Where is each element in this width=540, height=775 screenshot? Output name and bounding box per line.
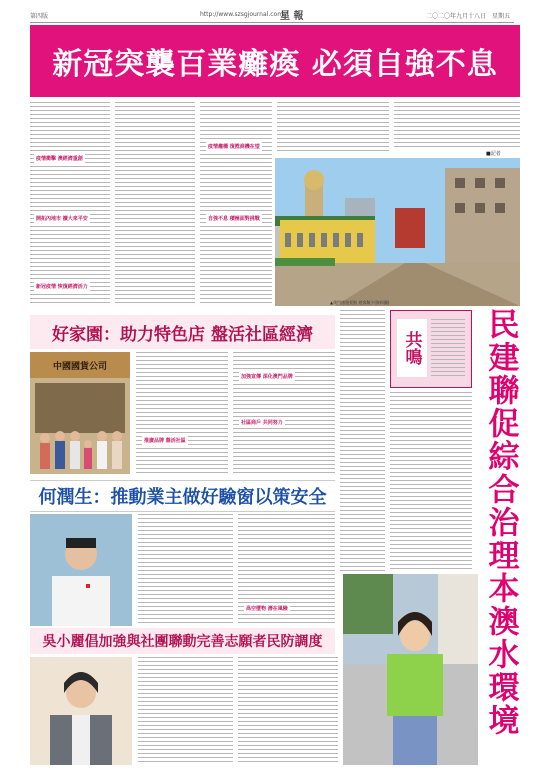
article-column (200, 102, 272, 306)
article-headline (30, 628, 335, 654)
masthead: 星 報 (280, 11, 304, 22)
article-column (136, 352, 228, 474)
lead-headline-banner (30, 25, 520, 97)
article-subhead: 疫情衝擊 澳經濟重創 (36, 156, 83, 162)
article-column (277, 102, 389, 152)
page-header (30, 8, 514, 23)
article-subhead: 開拓內地市 擴大來平安 (36, 216, 88, 222)
article-subhead: 新冠疫情 恢復經濟活力 (36, 284, 88, 290)
column-box (390, 310, 472, 388)
issue-weekday: 星期五 (492, 13, 511, 20)
macau-street-photo (275, 158, 520, 306)
article-column (340, 310, 385, 572)
article-column (138, 657, 233, 765)
article-headline-text: 好家園：助力特色店 盤活社區經濟 (52, 324, 313, 345)
article-column (138, 514, 233, 626)
article-column (233, 352, 335, 474)
side-headline-text: 民建聯促綜合治理本澳水環境 (482, 308, 519, 737)
article-subhead: 自強不息 積極面對挑戰 (208, 216, 260, 222)
portrait-man-graphic (30, 514, 132, 626)
shop-sign: 中國國貨公司 (30, 352, 130, 378)
article-headline-text: 吳小麗倡加強與社團聯動完善志願者民防調度 (42, 634, 323, 650)
shop-people-graphic (30, 378, 130, 474)
shop-photo (30, 352, 130, 474)
article-column (115, 102, 195, 306)
lead-headline: 新冠突襲百業癱瘓 必須自強不息 (52, 47, 498, 82)
article-subhead: 社區商戶 共同努力 (241, 420, 283, 426)
portrait-photo (30, 657, 132, 765)
page-label: 第四版 (30, 13, 49, 20)
portrait-woman-graphic (30, 657, 132, 765)
article-column (390, 392, 472, 572)
side-headline (478, 308, 522, 758)
author-tag: ■記者 (486, 151, 501, 157)
article-headline-text: 何潤生：推動業主做好驗窗以策安全 (38, 487, 327, 508)
woman-green-shirt-graphic (343, 574, 478, 765)
photo-caption: ▲澳門旅遊景點 遊客稀少(資料圖) (330, 300, 390, 305)
column-title: 共鳴 (397, 319, 427, 377)
article-headline (30, 480, 335, 512)
article-subhead: 疫情趨穩 復甦商機在望 (208, 144, 260, 150)
portrait-photo (30, 514, 132, 626)
article-subhead: 加強宣傳 深化澳門品牌 (241, 374, 293, 380)
article-subhead: 推廣品牌 盤活社區 (144, 438, 186, 444)
legislator-photo (343, 574, 478, 765)
article-column (30, 102, 110, 306)
article-headline (30, 315, 335, 349)
article-column (238, 514, 335, 626)
macau-scene-graphic (275, 158, 520, 306)
article-subhead: 高空墮物 潛在風險 (246, 606, 288, 612)
issue-date: 二〇二〇年九月十八日 (426, 13, 487, 20)
article-column (394, 102, 520, 148)
article-column (238, 657, 338, 765)
column-blurb (431, 319, 465, 379)
site-url[interactable]: http://www.szsgjournal.com (200, 11, 284, 18)
